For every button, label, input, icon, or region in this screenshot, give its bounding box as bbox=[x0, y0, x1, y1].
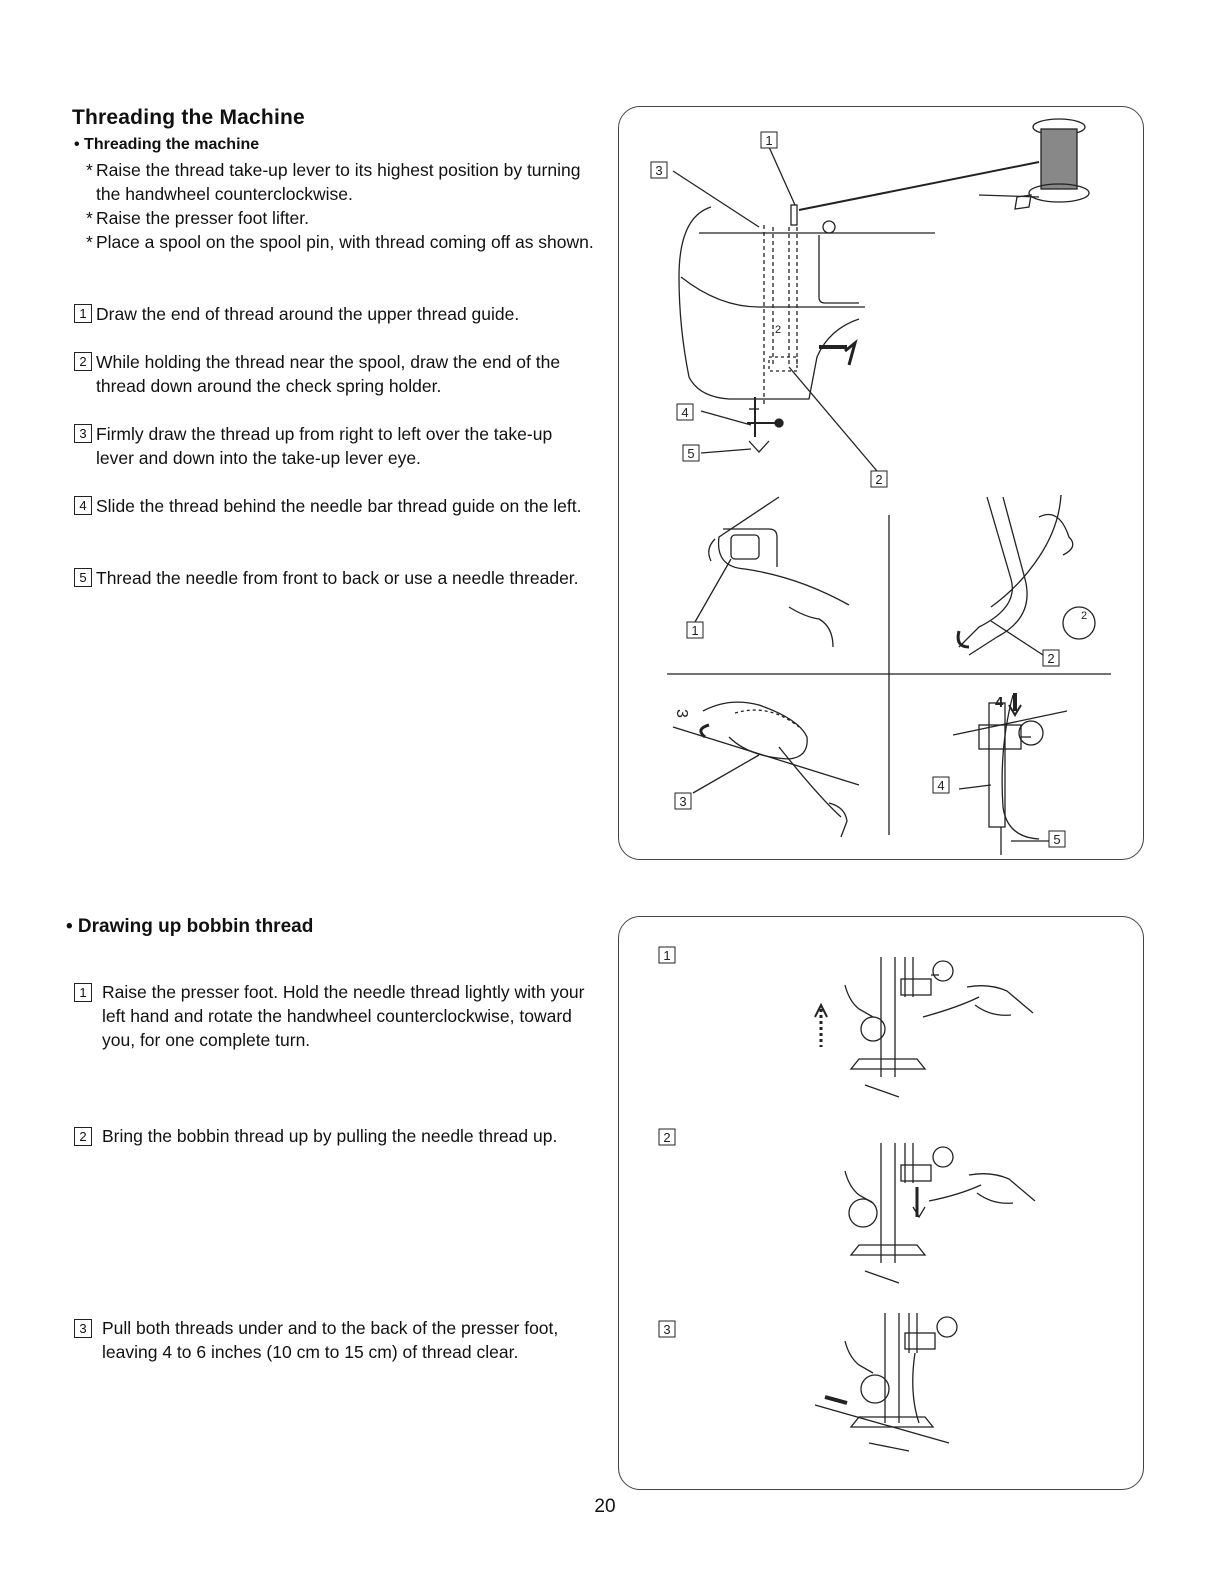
callout-2: 2 bbox=[875, 472, 883, 487]
threading-step-4: 4 Slide the thread behind the needle bar thread guide on the left. bbox=[74, 494, 594, 518]
arrow-mark-4: 4 bbox=[995, 694, 1004, 711]
threading-step-2: 2 While holding the thread near the spool, draw the end of the thread down around the check spring holder. bbox=[74, 350, 604, 398]
inset-callout-3: 3 bbox=[679, 794, 687, 809]
inset-callout-2: 2 bbox=[1047, 651, 1055, 666]
page-number: 20 bbox=[594, 1496, 616, 1517]
bobbin-figure-panel bbox=[618, 916, 1144, 1490]
arrow-mark-2: 2 bbox=[775, 324, 782, 336]
callout-5: 5 bbox=[687, 446, 695, 461]
bobbin-step-2: 2 Bring the bobbin thread up by pulling the needle thread up. bbox=[74, 1124, 604, 1148]
callout-4: 4 bbox=[681, 405, 689, 420]
bobbin-label-2: 2 bbox=[663, 1130, 671, 1145]
presser-foot-illustration-3 bbox=[815, 1313, 957, 1451]
subsection-title-threading: • Threading the machine bbox=[74, 136, 260, 153]
presser-foot-illustration-1 bbox=[815, 957, 1033, 1097]
prep-item: * Place a spool on the spool pin, with thread coming off as shown. bbox=[86, 232, 594, 252]
bobbin-step-1: 1 Raise the presser foot. Hold the needle thread lightly with your left hand and rotate the handwheel counterclockwise, toward you, for one complete turn. bbox=[74, 980, 594, 1052]
threading-step-3: 3 Firmly draw the thread up from right to left over the take-up lever and down into the take-up lever eye. bbox=[74, 422, 564, 470]
callout-1: 1 bbox=[765, 133, 773, 148]
inset-arrow-mark-2: 2 bbox=[1081, 610, 1088, 622]
threading-diagram bbox=[619, 107, 1143, 859]
bobbin-label-3: 3 bbox=[663, 1322, 671, 1337]
threading-step-1: 1 Draw the end of thread around the upper thread guide. bbox=[74, 302, 604, 326]
section-title-threading: Threading the Machine bbox=[72, 106, 305, 129]
section-title-bobbin: • Drawing up bobbin thread bbox=[66, 916, 314, 937]
arrow-mark-3: 3 bbox=[673, 709, 690, 718]
prep-item: * Raise the thread take-up lever to its highest position by turning the handwheel counterclockwise. bbox=[86, 160, 581, 204]
prep-item: * Raise the presser foot lifter. bbox=[86, 208, 310, 228]
bobbin-step-3: 3 Pull both threads under and to the back of the presser foot, leaving 4 to 6 inches (10 cm to 15 cm) of thread clear. bbox=[74, 1316, 584, 1364]
presser-foot-illustration-2 bbox=[845, 1143, 1035, 1283]
prep-list bbox=[86, 158, 606, 254]
inset-callout-1: 1 bbox=[691, 623, 699, 638]
inset-callout-5: 5 bbox=[1053, 832, 1061, 847]
bobbin-diagram bbox=[619, 917, 1143, 1489]
callout-3: 3 bbox=[655, 163, 663, 178]
inset-check-spring bbox=[958, 495, 1095, 655]
bobbin-label-1: 1 bbox=[663, 948, 671, 963]
threading-step-5: 5 Thread the needle from front to back or use a needle threader. bbox=[74, 566, 584, 590]
threading-figure-panel bbox=[618, 106, 1144, 860]
inset-upper-guide bbox=[695, 497, 849, 647]
inset-callout-4: 4 bbox=[937, 778, 945, 793]
inset-takeup-lever bbox=[673, 702, 859, 837]
